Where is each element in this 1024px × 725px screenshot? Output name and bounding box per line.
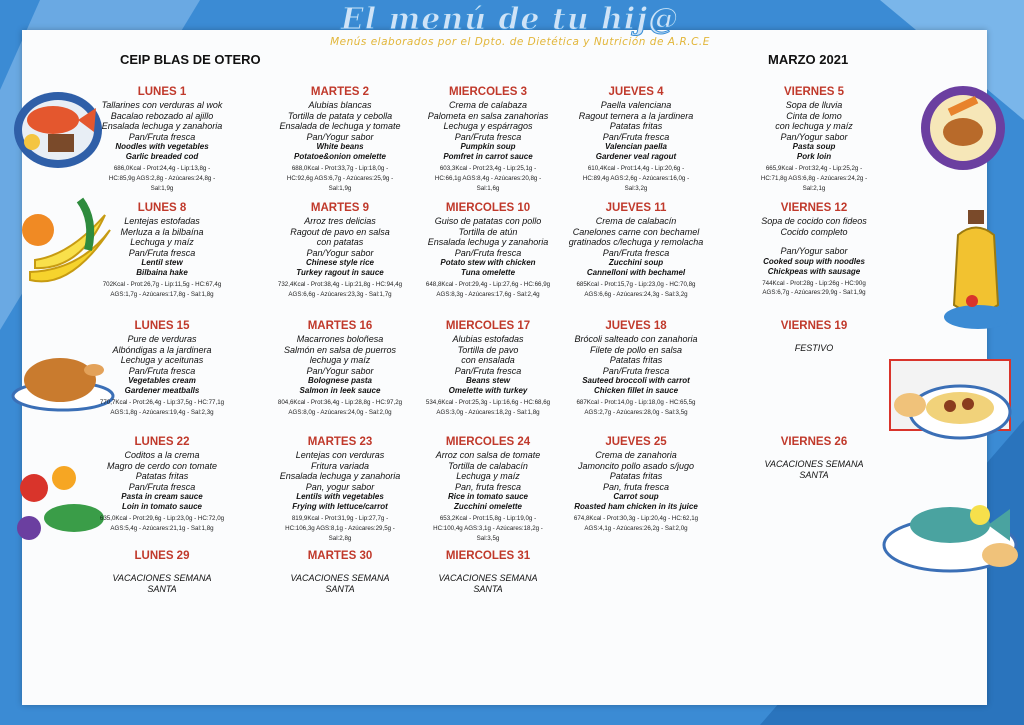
dish-line: con patatas [316, 237, 364, 248]
english-dish-line: Cannelloni with bechamel [586, 268, 686, 278]
nutrition-line: AGS:1,8g - Azúcares:19,4g - Sal:2,3g [110, 408, 214, 416]
day-name: LUNES 22 [134, 436, 190, 448]
day-cell [266, 86, 414, 193]
english-dish-line: Bilbaina hake [136, 268, 188, 278]
day-name: VIERNES 19 [780, 320, 848, 332]
english-dish-line: Beans stew [465, 376, 511, 386]
dish-line: Patatas fritas [135, 471, 189, 482]
dish-line: Ensalada de lechuga y tomate [279, 121, 401, 132]
dish-line: Salmón en salsa de puerros [283, 344, 397, 355]
english-dish-line: Roasted ham chicken in its juice [574, 502, 698, 512]
day-cell [88, 202, 236, 300]
day-cell [266, 550, 414, 594]
english-dish-line: Frying with lettuce/carrot [292, 502, 388, 512]
dish-line: Patatas fritas [609, 121, 663, 132]
english-dish-line: Rice in tomato sauce [447, 492, 529, 502]
english-dish-line: Omelette with turkey [448, 386, 528, 396]
day-cell [88, 320, 236, 418]
nutrition-line: AGS:3,0g - Azúcares:18,2g - Sal:1,8g [436, 408, 540, 416]
dish-line: Alubias blancas [308, 100, 372, 110]
day-cell [562, 202, 710, 300]
day-name: MARTES 9 [310, 202, 370, 214]
day-cell [414, 86, 562, 193]
dish-line: con lechuga y maíz [775, 121, 853, 132]
dish-line: Ensalada lechuga y zanahoria [279, 471, 401, 482]
day-name: LUNES 15 [134, 320, 190, 332]
dish-line: Guiso de patatas con pollo [434, 216, 542, 226]
nutrition-line: 665,9Kcal - Prot:32,4g - Lip:25,2g - [765, 165, 863, 173]
nutrition-line: 635,0Kcal - Prot:29,6g - Lip:23,0g - HC:72,0g [99, 515, 225, 523]
nutrition-line: Sal:1,6g [476, 184, 500, 192]
day-name: MIERCOLES 31 [445, 550, 531, 562]
nutrition-line: AGS:8,3g - Azúcares:17,6g - Sal:2,4g [436, 290, 540, 298]
dish-line: Pan, fruta fresca [602, 481, 670, 492]
nutrition-info [414, 398, 562, 417]
english-dish-line: Pasta soup [792, 142, 836, 152]
day-cell [562, 86, 710, 193]
english-dish-line: Noodles with vegetables [115, 142, 209, 152]
nutrition-line: 770,7Kcal - Prot:26,4g - Lip:37,5g - HC:77,1g [99, 399, 225, 407]
english-dish-line: Vegetables cream [128, 376, 196, 386]
english-dish-line: Garlic breaded cod [125, 152, 199, 162]
dish-line: Cinta de lomo [786, 110, 842, 121]
nutrition-line: 685Kcal - Prot:15,7g - Lip:23,0g - HC:70,8g [576, 281, 696, 289]
nutrition-line: 534,6Kcal - Prot:25,3g - Lip:16,6g - HC:68,6g [425, 399, 551, 407]
dish-line: Pan/Yogur sabor [306, 131, 374, 142]
day-cell [88, 86, 236, 193]
dish-line [414, 564, 562, 573]
dish-line: Ragout de pavo en salsa [290, 226, 390, 237]
english-dish-line: Turkey ragout in sauce [296, 268, 384, 278]
nutrition-line: AGS:1,7g - Azúcares:17,8g - Sal:1,8g [110, 290, 214, 298]
dish-line: Cocido completo [780, 226, 848, 237]
dish-line [740, 450, 888, 459]
day-cell [740, 86, 888, 193]
nutrition-line: 648,8Kcal - Prot:29,4g - Lip:27,6g - HC:66,9g [425, 281, 551, 289]
dish-line: Tortilla de pavo [457, 344, 519, 355]
dish-line: Magro de cerdo con tomate [106, 460, 218, 471]
fish-dish-illustration [880, 475, 1020, 585]
dish-line: VACACIONES SEMANA [764, 459, 864, 469]
day-cell [562, 320, 710, 418]
dish-line: Pan/Fruta fresca [454, 247, 522, 258]
nutrition-line: 653,2Kcal - Prot:15,8g - Lip:19,0g - [439, 515, 537, 523]
english-dish-line: Loin in tomato sauce [121, 502, 202, 512]
nutrition-info [266, 514, 414, 543]
english-dish-line: Chinese style rice [305, 258, 375, 268]
dish-line: Pan/Yogur sabor [306, 247, 374, 258]
english-dish-line: Valencian paella [605, 142, 667, 152]
english-dish-line: Zucchini omelette [453, 502, 522, 512]
dish-line [266, 564, 414, 573]
dish-line: Sopa de lluvia [785, 100, 843, 110]
dish-line: Ensalada lechuga y zanahoria [427, 237, 549, 248]
english-dish-line: Tuna omelette [460, 268, 516, 278]
dish-line: Pure de verduras [127, 334, 197, 344]
english-dish-line: Cooked soup with noodles [763, 256, 865, 266]
english-dish-line: Pumpkin soup [460, 142, 516, 152]
day-cell [266, 202, 414, 300]
nutrition-info [562, 398, 710, 417]
dish-line: Fritura variada [310, 460, 370, 471]
nutrition-info [88, 164, 236, 193]
dish-line: Sopa de cocido con fideos [761, 216, 867, 226]
english-dish-line: Potato stew with chicken [440, 258, 536, 268]
nutrition-line: AGS:2,7g - Azúcares:28,0g - Sal:3,5g [584, 408, 688, 416]
english-dish-line: Salmon in leek sauce [299, 386, 381, 396]
dish-line: Lechuga y maíz [130, 237, 194, 248]
dish-line [740, 334, 888, 343]
nutrition-line: 674,8Kcal - Prot:30,3g - Lip:20,4g - HC:62,1g [573, 515, 699, 523]
dish-line [740, 237, 888, 246]
nutrition-line: 686,0Kcal - Prot:24,4g - Lip:13,8g - [113, 165, 211, 173]
dish-line: Brócoli salteado con zanahoria [574, 334, 698, 344]
dish-line: Pan/Fruta fresca [602, 247, 670, 258]
dish-line: Pan/Fruta fresca [128, 247, 196, 258]
nutrition-info [562, 514, 710, 533]
dish-line: Filete de pollo en salsa [589, 344, 683, 355]
day-cell [88, 550, 236, 594]
english-dish-line: Sauteed broccoli with carrot [582, 376, 690, 386]
dish-line: Pan/Fruta fresca [602, 131, 670, 142]
day-cell [740, 320, 888, 354]
nutrition-line: Sal:2,1g [802, 184, 826, 192]
dish-line: Pan/Yogur sabor [780, 131, 848, 142]
day-cell [88, 436, 236, 534]
nutrition-line: Sal:3,5g [476, 534, 500, 542]
nutrition-line: 744Kcal - Prot:28g - Lip:26g - HC:90g [762, 279, 866, 287]
nutrition-line: 702Kcal - Prot:26,7g - Lip:11,5g - HC:67,4g [102, 281, 222, 289]
dish-line: Pan/Fruta fresca [128, 131, 196, 142]
dish-line: Ragout ternera a la jardinera [578, 110, 694, 121]
nutrition-line: 804,6Kcal - Prot:36,4g - Lip:28,8g - HC:97,2g [277, 399, 403, 407]
nutrition-line: HC:92,6g AGS:6,7g - Azúcares:25,9g - [286, 174, 394, 182]
nutrition-info [562, 164, 710, 193]
day-name: LUNES 29 [134, 550, 190, 562]
nutrition-line: HC:71,8g AGS:6,8g - Azúcares:24,2g - [760, 174, 868, 182]
day-name: JUEVES 4 [608, 86, 664, 98]
dish-line: Albóndigas a la jardinera [112, 344, 212, 355]
dish-line: SANTA [473, 583, 503, 594]
nutrition-line: 688,0Kcal - Prot:33,7g - Lip:18,0g - [291, 165, 389, 173]
day-name: JUEVES 18 [605, 320, 667, 332]
nutrition-info [740, 279, 888, 298]
nutrition-line: HC:100,4g AGS:3,1g - Azúcares:18,2g - [433, 524, 543, 532]
nutrition-line: Sal:3,2g [624, 184, 648, 192]
day-name: MIERCOLES 17 [445, 320, 531, 332]
dish-line: Merluza a la bilbaína [120, 226, 204, 237]
dish-line: con ensalada [461, 355, 515, 366]
dish-line: Crema de calabacín [595, 216, 677, 226]
nutrition-line: Sal:1,9g [150, 184, 174, 192]
day-cell [414, 436, 562, 543]
dish-line: Pan, fruta fresca [454, 481, 522, 492]
english-dish-line: Chickpeas with sausage [767, 266, 861, 276]
dish-line: Lechuga y aceitunas [120, 355, 204, 366]
day-cell [266, 436, 414, 543]
day-cell [266, 320, 414, 418]
nutrition-info [88, 398, 236, 417]
dish-line: Arroz con salsa de tomate [435, 450, 541, 460]
nutrition-line: 610,4Kcal - Prot:14,4g - Lip:20,6g - [587, 165, 685, 173]
chicken-plate-illustration [918, 80, 1008, 175]
nutrition-line: Sal:2,8g [328, 534, 352, 542]
dish-line: VACACIONES SEMANA [438, 573, 538, 583]
english-dish-line: White beans [316, 142, 364, 152]
english-dish-line: Lentil stew [141, 258, 183, 268]
english-dish-line: Gardener meatballs [124, 386, 200, 396]
nutrition-info [88, 280, 236, 299]
day-name: LUNES 1 [137, 86, 187, 98]
dish-line: Macarrones boloñesa [296, 334, 384, 344]
dish-line: Pan/Fruta fresca [454, 131, 522, 142]
nutrition-line: AGS:8,0g - Azúcares:24,0g - Sal:2,0g [288, 408, 392, 416]
dish-line: lechuga y maíz [309, 355, 371, 366]
english-dish-line: Potatoe&onion omelette [293, 152, 386, 162]
nutrition-info [562, 280, 710, 299]
dish-line: Coditos a la crema [124, 450, 200, 460]
day-name: VIERNES 12 [780, 202, 848, 214]
dish-line: Pan/Fruta fresca [128, 481, 196, 492]
dish-line: Tallarines con verduras al wok [101, 100, 223, 110]
dish-line: Jamoncito pollo asado s/jugo [577, 460, 695, 471]
nutrition-info [414, 164, 562, 193]
english-dish-line: Zucchini soup [608, 258, 664, 268]
nutrition-line: 819,9Kcal - Prot:31,9g - Lip:27,7g - [291, 515, 389, 523]
month-label: MARZO 2021 [768, 52, 849, 67]
nutrition-info [414, 280, 562, 299]
day-cell [414, 320, 562, 418]
dish-line: Ensalada lechuga y zanahoria [101, 121, 223, 132]
dish-line: Alubias estofadas [452, 334, 524, 344]
dish-line: Crema de calabaza [448, 100, 528, 110]
dish-line: Lechuga y maíz [456, 471, 520, 482]
nutrition-info [414, 514, 562, 543]
nutrition-line: AGS:6,7g - Azúcares:29,9g - Sal:1,9g [762, 289, 866, 297]
dish-line: Tortilla de calabacín [448, 460, 528, 471]
dish-line: Lentejas con verduras [295, 450, 385, 460]
oil-bottle-illustration [938, 205, 1018, 335]
nutrition-line: Sal:1,9g [328, 184, 352, 192]
nutrition-line: HC:66,1g AGS:8,4g - Azúcares:20,8g - [434, 174, 542, 182]
dish-line: Tortilla de atún [458, 226, 518, 237]
dish-line: Pan, yogur sabor [305, 481, 375, 492]
dish-line: Pan/Yogur sabor [780, 246, 848, 257]
day-name: MIERCOLES 10 [445, 202, 531, 214]
dish-line: Patatas fritas [609, 471, 663, 482]
day-name: LUNES 8 [137, 202, 187, 214]
dish-line: Pan/Fruta fresca [602, 365, 670, 376]
english-dish-line: Lentils with vegetables [296, 492, 384, 502]
dish-line: SANTA [325, 583, 355, 594]
dish-line: VACACIONES SEMANA [290, 573, 390, 583]
dish-line: Tortilla de patata y cebolla [287, 110, 393, 121]
dish-line: Pan/Fruta fresca [454, 365, 522, 376]
school-name: CEIP BLAS DE OTERO [120, 52, 261, 67]
english-dish-line: Carrot soup [613, 492, 659, 502]
day-name: MIERCOLES 24 [445, 436, 531, 448]
dish-line: Canelones carne con bechamel [572, 226, 700, 237]
day-name: VIERNES 26 [780, 436, 848, 448]
dish-line: Arroz tres delicias [304, 216, 376, 226]
dish-line: Paella valenciana [600, 100, 672, 110]
nutrition-info [740, 164, 888, 193]
dish-line: Crema de zanahoria [595, 450, 677, 460]
english-dish-line: Bolognese pasta [307, 376, 372, 386]
page-subtitle: Menús elaborados por el Dpto. de Dietética y Nutrición de A.R.C.E [330, 36, 710, 48]
english-dish-line: Pomfret in carrot sauce [443, 152, 533, 162]
nutrition-line: 732,4Kcal - Prot:38,4g - Lip:21,8g - HC:94,4g [277, 281, 403, 289]
english-dish-line: Pasta in cream sauce [121, 492, 203, 502]
day-name: JUEVES 25 [605, 436, 667, 448]
dish-line: Pan/Fruta fresca [128, 365, 196, 376]
page-title: El menú de tu hij@ [340, 2, 680, 37]
nutrition-line: AGS:5,4g - Azúcares:21,1g - Sal:1,8g [110, 524, 214, 532]
day-cell [740, 436, 888, 480]
nutrition-line: HC:89,4g AGS:2,6g - Azúcares:16,0g - [582, 174, 690, 182]
day-name: MARTES 23 [307, 436, 373, 448]
english-dish-line: Pork loin [796, 152, 832, 162]
dish-line: SANTA [147, 583, 177, 594]
day-cell [562, 436, 710, 534]
english-dish-line: Gardener veal ragout [595, 152, 677, 162]
dish-line: FESTIVO [794, 343, 834, 353]
nutrition-info [266, 164, 414, 193]
day-cell [414, 202, 562, 300]
nutrition-line: AGS:6,6g - Azúcares:23,3g - Sal:1,7g [288, 290, 392, 298]
nutrition-info [266, 398, 414, 417]
day-name: MARTES 2 [310, 86, 370, 98]
dish-line [88, 564, 236, 573]
dish-line: gratinados c/lechuga y remolacha [568, 237, 704, 248]
day-name: MARTES 30 [307, 550, 373, 562]
nutrition-info [266, 280, 414, 299]
dish-line: Bacalao rebozado al ajillo [110, 110, 214, 121]
day-name: VIERNES 5 [783, 86, 845, 98]
english-dish-line: Chicken fillet in sauce [593, 386, 679, 396]
day-cell [740, 202, 888, 298]
dish-line: Lentejas estofadas [124, 216, 200, 226]
dish-line: Patatas fritas [609, 355, 663, 366]
nutrition-line: AGS:6,6g - Azúcares:24,3g - Sal:3,2g [584, 290, 688, 298]
dish-line: Pan/Yogur sabor [306, 365, 374, 376]
nutrition-line: 603,3Kcal - Prot:23,4g - Lip:25,1g - [439, 165, 537, 173]
day-name: MARTES 16 [307, 320, 373, 332]
dish-line: VACACIONES SEMANA [112, 573, 212, 583]
day-name: JUEVES 11 [605, 202, 667, 214]
dish-line: Palometa en salsa zanahorias [427, 110, 549, 121]
dish-line: SANTA [799, 469, 829, 480]
dish-line: Lechuga y espárragos [443, 121, 533, 132]
nutrition-line: HC:106,3g AGS:8,1g - Azúcares:29,5g - [285, 524, 395, 532]
day-cell [414, 550, 562, 594]
nutrition-line: AGS:4,1g - Azúcares:26,2g - Sal:2,0g [584, 524, 688, 532]
nutrition-line: HC:85,9g AGS:2,8g - Azúcares:24,8g - [108, 174, 216, 182]
nutrition-line: 687Kcal - Prot:14,0g - Lip:18,0g - HC:65,5g [576, 399, 696, 407]
day-name: MIERCOLES 3 [449, 86, 527, 98]
nutrition-info [88, 514, 236, 533]
spaghetti-illustration [880, 350, 1020, 460]
